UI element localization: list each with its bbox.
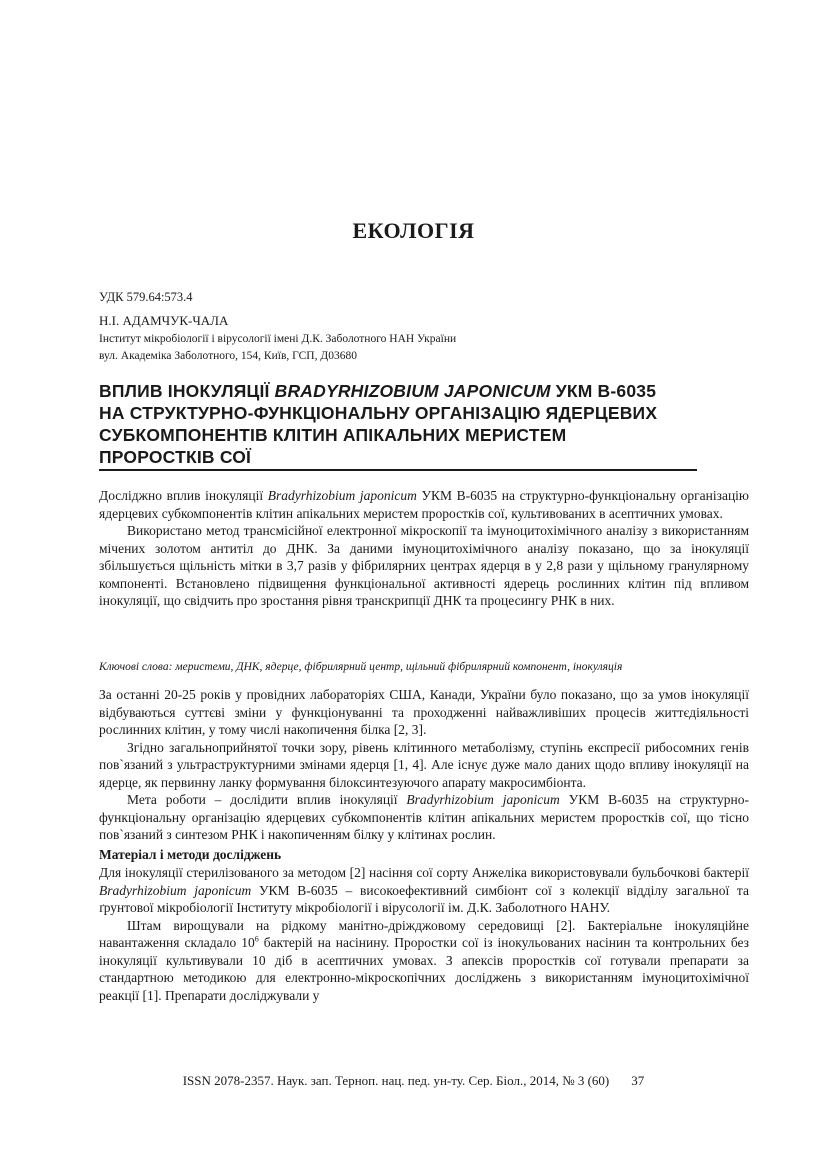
affiliation-address: вул. Академіка Заболотного, 154, Київ, ГСП, Д03680	[99, 350, 357, 362]
title-underline	[99, 469, 272, 471]
body-p5-superscript: 6	[254, 934, 259, 944]
abstract	[99, 487, 749, 610]
title-line-4: ПРОРОСТКІВ СОЇ	[99, 447, 252, 467]
body-p4-species-name: Bradyrhizobium japonicum	[99, 882, 252, 898]
body-p3-species-name: Bradyrhizobium japonicum	[406, 792, 560, 807]
article-title	[99, 380, 739, 468]
journal-citation: ISSN 2078-2357. Наук. зап. Терноп. нац. пед. ун-ту. Сер. Біол., 2014, № 3 (60)	[182, 1073, 610, 1088]
abstract-paragraph-1	[99, 487, 749, 522]
body-p3-pre: Мета роботи – дослідити вплив інокуляції	[127, 792, 407, 807]
affiliation-institute: Інститут мікробіології і вірусології імені Д.К. Заболотного НАН України	[99, 333, 457, 345]
body-paragraph-2: Згідно загальноприйнятої точки зору, рівень клітинного метаболізму, ступінь експресії рибосомних генів пов`язаний з ультраструктурними змінами ядерця [1, 4]. Але існує дуже мало даних щодо впливу інокуляції на ядерце, як первинну ланку формування білоксинтезуючого апарату макросимбіонта.	[99, 739, 749, 790]
methods-subheading: Матеріал і методи досліджень	[99, 846, 282, 862]
abstract-paragraph-2: Використано метод трансмісійної електронної мікроскопії та імуноцитохімічного аналізу з використанням мічених золотом антитіл до ДНК. За даними імуноцитохімічного аналізу показано, що за інокуляції збільшується щільність мітки в 3,7 разів у фібрилярних центрах ядерця в у 2,8 рази у щільному гранулярному компоненті. Встановлено підвищення функціональної активності ядерець рослинних клітин під впливом інокуляції, що свідчить про зростання рівня транскрипції ДНК та процесингу РНК в них.	[99, 523, 749, 608]
body-paragraph-4	[99, 864, 749, 917]
body-paragraph-5	[99, 917, 749, 1005]
body-p3-post: УКМ В-6035 на структурно-функціональну організацію ядерцевих субкомпонентів клітин апікальних меристем проростків сої, що тісно пов`язаний з синтезом РНК і накопиченням білку у клітинах рослин.	[99, 792, 750, 842]
page-footer	[0, 1073, 827, 1089]
title-line-1	[99, 380, 739, 402]
title-line-2: НА СТРУКТУРНО-ФУНКЦІОНАЛЬНУ ОРГАНІЗАЦІЮ ЯДЕРЦЕВИХ	[99, 403, 658, 423]
body-p5-pre: Штам вирощували на рідкому манітно-дріжджовому середовищі [2]. Бактеріальне інокуляційне навантаження складало 10	[99, 917, 749, 950]
abstract-p1-post: УКМ В-6035 на структурно-функціональну організацію ядерцевих субкомпонентів клітин апікальних меристем проростків сої, культивованих в асептичних умовах.	[99, 488, 750, 521]
title-line-1-post: УКМ В-6035	[550, 381, 657, 401]
title-line-1-pre: ВПЛИВ ІНОКУЛЯЦІЇ	[99, 381, 275, 401]
udc-code: УДК 579.64:573.4	[99, 290, 193, 304]
abstract-species-name: Bradyrhizobium japonicum	[267, 488, 417, 503]
body-paragraph-1: За останні 20-25 років у провідних лабораторіях США, Канади, України було показано, що за умов інокуляції відбуваються суттєві зміни у функціонуванні та проходженні найважливіших процесів життєдіяльності рослинних клітин, у тому числі накопичення білка [2, 3].	[99, 687, 749, 737]
keywords: Ключові слова: меристеми, ДНК, ядерце, фібрилярний центр, щільний фібрилярний компонент, інокуляція	[99, 661, 623, 673]
body-p4-pre: Для інокуляції стерилізованого за методом [2] насіння сої сорту Анжеліка використовували бульбочкові бактерії	[99, 865, 749, 880]
title-line-3: СУБКОМПОНЕНТІВ КЛІТИН АПІКАЛЬНИХ МЕРИСТЕМ	[99, 425, 567, 445]
body-text	[99, 686, 749, 1004]
title-species-name: BRADYRHIZOBIUM JAPONICUM	[274, 381, 551, 401]
body-p4-post: УКМ В-6035 – високоефективний симбіонт сої з колекції відділу загальної та ґрунтової мікробіології Інституту мікробіології і вірусології ім. Д.К. Заболотного НАНУ.	[99, 882, 749, 915]
abstract-p1-pre: Досліджно вплив інокуляції	[99, 488, 268, 503]
body-p5-post: бактерій на насінину. Проростки сої із інокульованих насінин та контрольних без інокуляції культивували 10 діб в асептичних умовах. З апексів проростків сої готували препарати за стандартною методикою для електронно-мікроскопічних досліджень з використанням імуноцитохімічної реакції [1]. Препарати досліджували у	[99, 935, 750, 1003]
section-heading: ЕКОЛОГІЯ	[352, 218, 475, 243]
author-name: Н.І. АДАМЧУК-ЧАЛА	[99, 313, 229, 328]
body-paragraph-3	[99, 791, 749, 844]
page-number: 37	[631, 1073, 645, 1088]
title-rule	[272, 469, 697, 471]
